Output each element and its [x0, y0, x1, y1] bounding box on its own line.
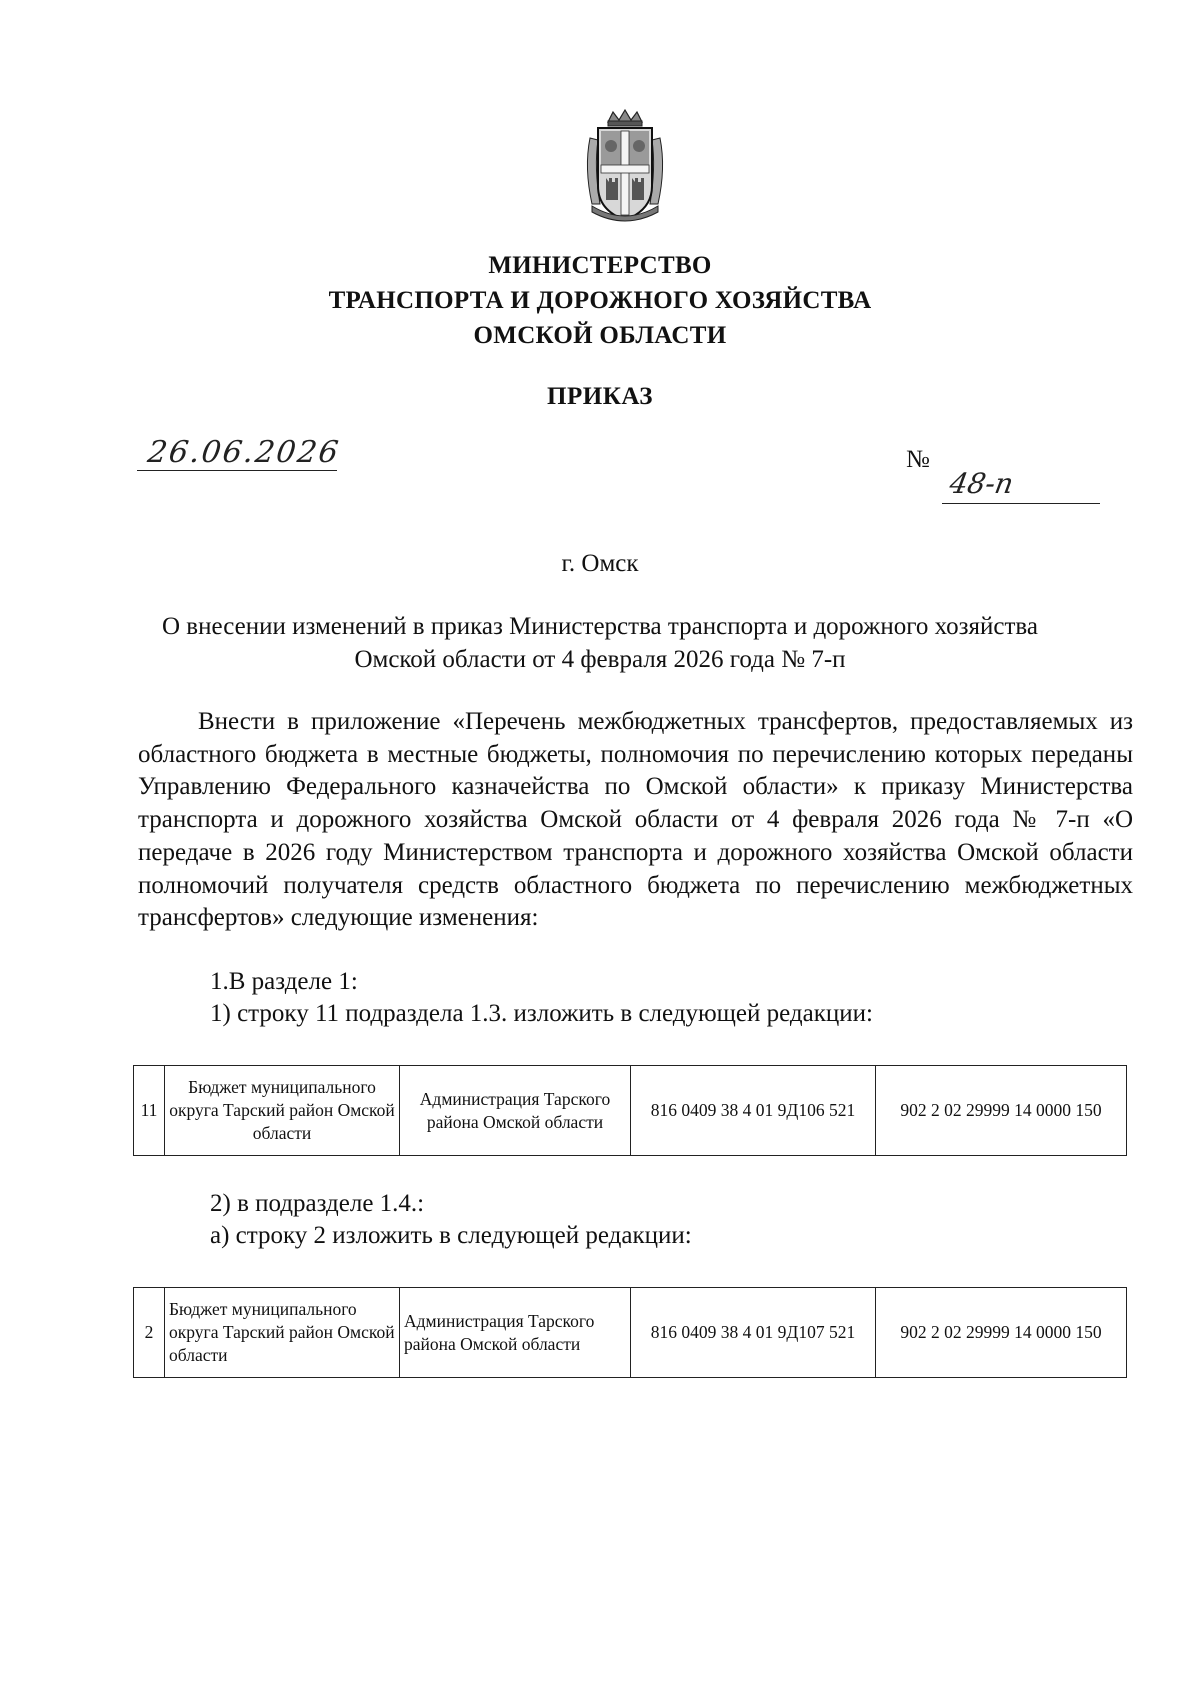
body-paragraph: Внести в приложение «Перечень межбюджетных трансфертов, предоставляемых из областного бюджета в местные бюджеты, полномочия по перечислению которых переданы Управлению Федерального казначейства по Омской области» к приказу Министерства транспорта и дорожного хозяйства Омской области от 4 февраля 2026 года № 7-п «О передаче в 2026 году Министерством транспорта и дорожного хозяйства Омской области полномочий получателя средств областного бюджета по перечислению межбюджетных трансфертов» следующие изменения: [138, 708, 1133, 932]
income-code: 902 2 02 29999 14 0000 150 [876, 1288, 1127, 1378]
item-2: 2) в подразделе 1.4.: [210, 1190, 425, 1217]
coat-of-arms-icon [578, 108, 672, 226]
ministry-line-3: ОМСКОЙ ОБЛАСТИ [473, 322, 727, 349]
ministry-line-2: ТРАНСПОРТА И ДОРОЖНОГО ХОЗЯЙСТВА [328, 287, 872, 314]
order-subject: О внесении изменений в приказ Министерства транспорта и дорожного хозяйства Омской области от 4 февраля 2026 года № 7-п [162, 613, 1038, 673]
order-date: 26.06.2026 [145, 435, 343, 470]
items-block-1 [210, 966, 873, 1030]
number-underline [942, 503, 1100, 504]
date-underline [137, 470, 337, 471]
budget-code: 816 0409 38 4 01 9Д107 521 [631, 1288, 876, 1378]
budget-code: 816 0409 38 4 01 9Д106 521 [631, 1066, 876, 1156]
income-code: 902 2 02 29999 14 0000 150 [876, 1066, 1127, 1156]
row-number: 11 [134, 1066, 165, 1156]
table-row [134, 1288, 1127, 1378]
item-2-a: а) строку 2 изложить в следующей редакции: [210, 1222, 692, 1249]
item-1-1: 1) строку 11 подраздела 1.3. изложить в следующей редакции: [210, 1000, 873, 1027]
budget-name: Бюджет муниципального округа Тарский район Омской области [165, 1066, 400, 1156]
number-sign: № [906, 446, 930, 473]
ministry-line-1: МИНИСТЕРСТВО [488, 252, 712, 279]
items-block-2 [210, 1188, 692, 1252]
city: г. Омск [561, 550, 639, 577]
replacement-table-2 [133, 1287, 1127, 1378]
replacement-table-1 [133, 1065, 1127, 1156]
order-body [138, 706, 1133, 935]
administration-name: Администрация Тарского района Омской области [400, 1288, 631, 1378]
order-number: 48-п [947, 467, 1017, 500]
table-row [134, 1066, 1127, 1156]
row-number: 2 [134, 1288, 165, 1378]
budget-name: Бюджет муниципального округа Тарский район Омской области [165, 1288, 400, 1378]
document-type: ПРИКАЗ [547, 383, 653, 410]
administration-name: Администрация Тарского района Омской области [400, 1066, 631, 1156]
item-1: 1.В разделе 1: [210, 968, 358, 995]
